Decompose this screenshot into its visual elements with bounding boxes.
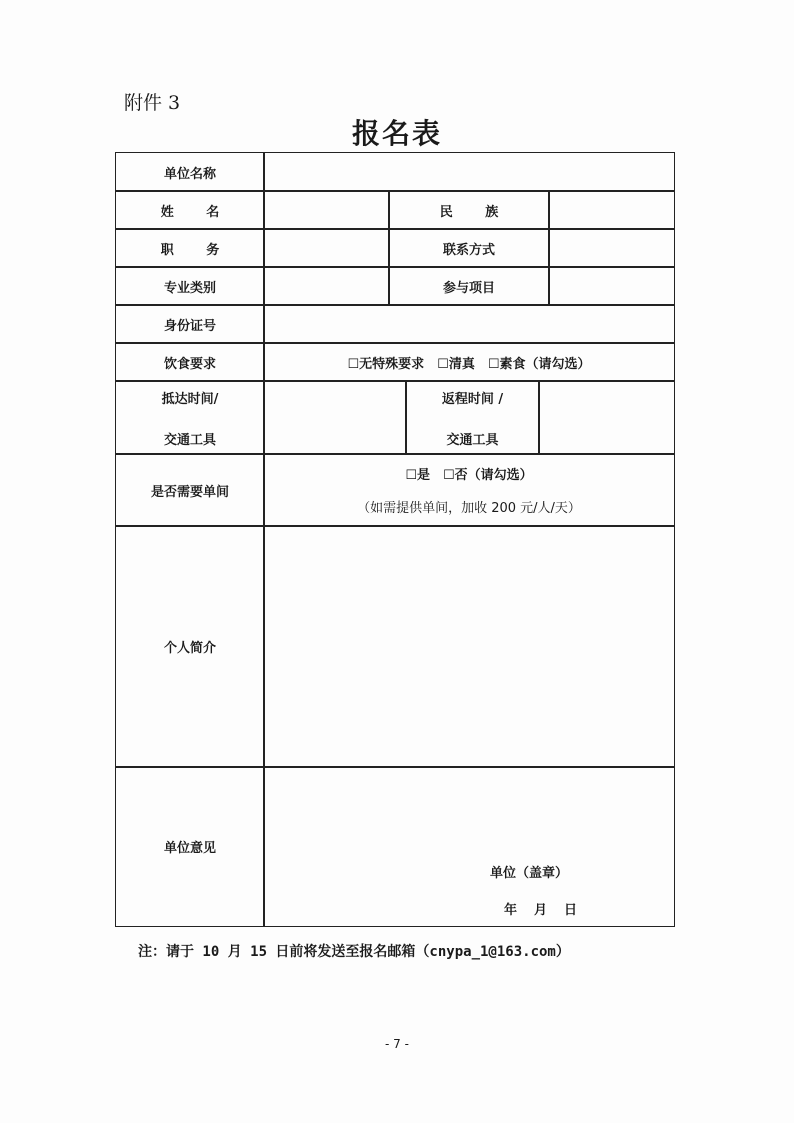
arrival-label-line2: 交通工具	[163, 432, 216, 448]
date-label: 年 月 日	[504, 903, 580, 918]
unit-name-label: 单位名称	[115, 152, 265, 192]
id-number-label: 身份证号	[115, 304, 265, 344]
return-label-line1: 返程时间 /	[441, 391, 504, 407]
position-field[interactable]	[263, 228, 390, 268]
id-number-field[interactable]	[263, 304, 675, 344]
footer-note: 注：请于 10 月 15 日前将发送至报名邮箱（cnypa_1@163.com）	[138, 944, 570, 960]
return-label-line2: 交通工具	[446, 432, 499, 448]
opinion-label: 单位意见	[115, 766, 265, 927]
arrival-field[interactable]	[263, 380, 407, 455]
return-field[interactable]	[538, 380, 675, 455]
single-room-note: （如需提供单间，加收 200 元/人/天）	[357, 501, 581, 516]
single-room-field[interactable]	[263, 453, 675, 527]
single-room-label: 是否需要单间	[115, 453, 265, 527]
major-field[interactable]	[263, 266, 390, 306]
name-field[interactable]	[263, 190, 390, 230]
ethnicity-label: 民 族	[388, 190, 550, 230]
ethnicity-field[interactable]	[548, 190, 675, 230]
arrival-label	[115, 380, 265, 455]
opinion-field[interactable]	[263, 766, 675, 927]
diet-label: 饮食要求	[115, 342, 265, 382]
single-room-options[interactable]: ☐是 ☐否（请勾选）	[405, 468, 533, 483]
project-label: 参与项目	[388, 266, 550, 306]
project-field[interactable]	[548, 266, 675, 306]
form-title: 报名表	[351, 117, 442, 150]
position-label: 职 务	[115, 228, 265, 268]
contact-field[interactable]	[548, 228, 675, 268]
contact-label: 联系方式	[388, 228, 550, 268]
major-label: 专业类别	[115, 266, 265, 306]
return-label	[405, 380, 540, 455]
name-label: 姓 名	[115, 190, 265, 230]
attachment-label: 附件 3	[124, 92, 181, 114]
bio-label: 个人简介	[115, 525, 265, 768]
page-number: - 7 -	[385, 1037, 409, 1051]
stamp-label: 单位（盖章）	[490, 866, 569, 881]
bio-field[interactable]	[263, 525, 675, 768]
unit-name-field[interactable]	[263, 152, 675, 192]
diet-options[interactable]: ☐无特殊要求 ☐清真 ☐素食（请勾选）	[263, 342, 675, 382]
arrival-label-line1: 抵达时间/	[161, 391, 219, 407]
